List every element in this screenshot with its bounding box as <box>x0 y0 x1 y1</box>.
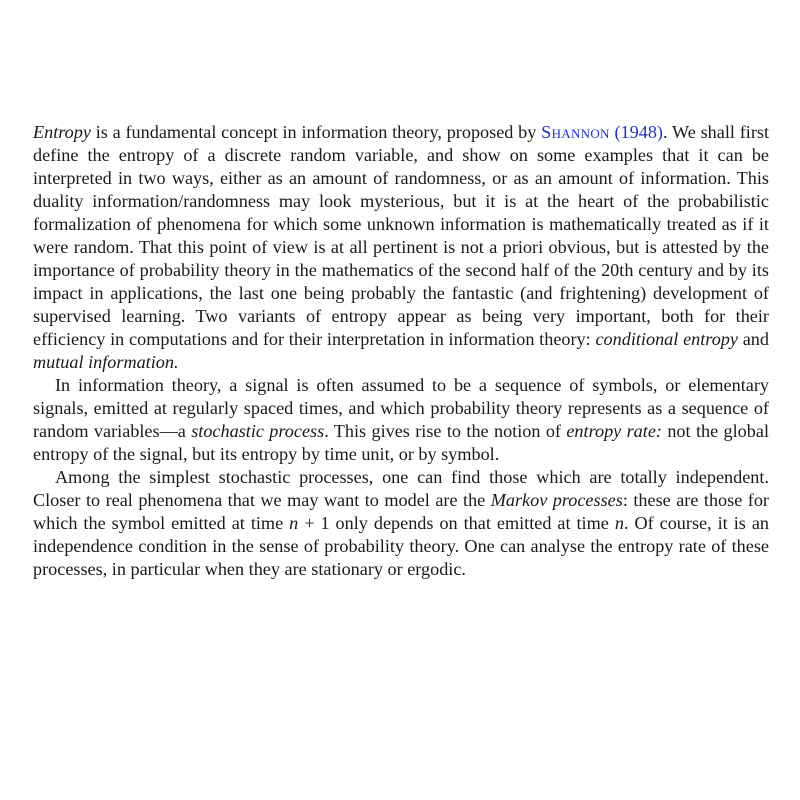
citation-link[interactable]: (1948) <box>614 122 663 142</box>
text-run: In information theory, a signal is often assumed to be a sequence of symbols, or elementary signals, emitted at regularly spaced times, and which probability theory represents as a sequence of random variables—a <box>33 375 769 441</box>
text-run: . We shall first define the entropy of a discrete random variable, and show on some examples that it can be interpreted in two ways, either as an amount of randomness, or as an amount of information. This duality information/randomness may look mysterious, but it is at the heart of the probabilistic formalization of phenomena for which some unknown information is mathematically treated as if it were random. That this point of view is at all pertinent is not a priori obvious, but is attested by the importance of probability theory in the mathematics of the second half of the 20th century and by its impact in applications, the last one being probably the fantastic (and frightening) development of supervised learning. Two variants of entropy appear as being very important, both for their efficiency in computations and for their interpretation in information theory: <box>33 122 770 349</box>
text-run: . Of course, it is an independence condition in the sense of probability theory. One can analyse the entropy rate of these processes, in particular when they are stationary or ergodic. <box>33 513 769 579</box>
text-run: Among the simplest stochastic processes, one can find those which are totally independent. Closer to real phenomena that we may want to model are the <box>33 467 769 510</box>
emphasis-text: Markov processes <box>490 490 623 510</box>
emphasis-text: stochastic process <box>191 421 325 441</box>
emphasis-text: mutual information. <box>33 352 179 372</box>
document-page <box>33 121 769 581</box>
emphasis-text: Entropy <box>33 122 91 142</box>
text-run: : these are those for which the symbol emitted at time <box>33 490 769 533</box>
paragraph-entropy-rate <box>33 374 769 466</box>
text-run: is a fundamental concept in information theory, proposed by <box>90 122 542 142</box>
text-run: not the global entropy of the signal, but its entropy by time unit, or by symbol. <box>33 421 769 464</box>
text-run: and <box>737 329 769 349</box>
emphasis-text: n <box>614 513 624 533</box>
text-run: + 1 only depends on that emitted at time <box>298 513 615 533</box>
paragraph-entropy-intro <box>33 121 769 374</box>
citation-link[interactable]: Shannon <box>541 122 610 142</box>
emphasis-text: entropy rate: <box>566 421 662 441</box>
emphasis-text: n <box>289 513 299 533</box>
emphasis-text: conditional entropy <box>595 329 738 349</box>
text-run: . This gives rise to the notion of <box>324 421 567 441</box>
paragraph-markov-processes <box>33 466 769 581</box>
